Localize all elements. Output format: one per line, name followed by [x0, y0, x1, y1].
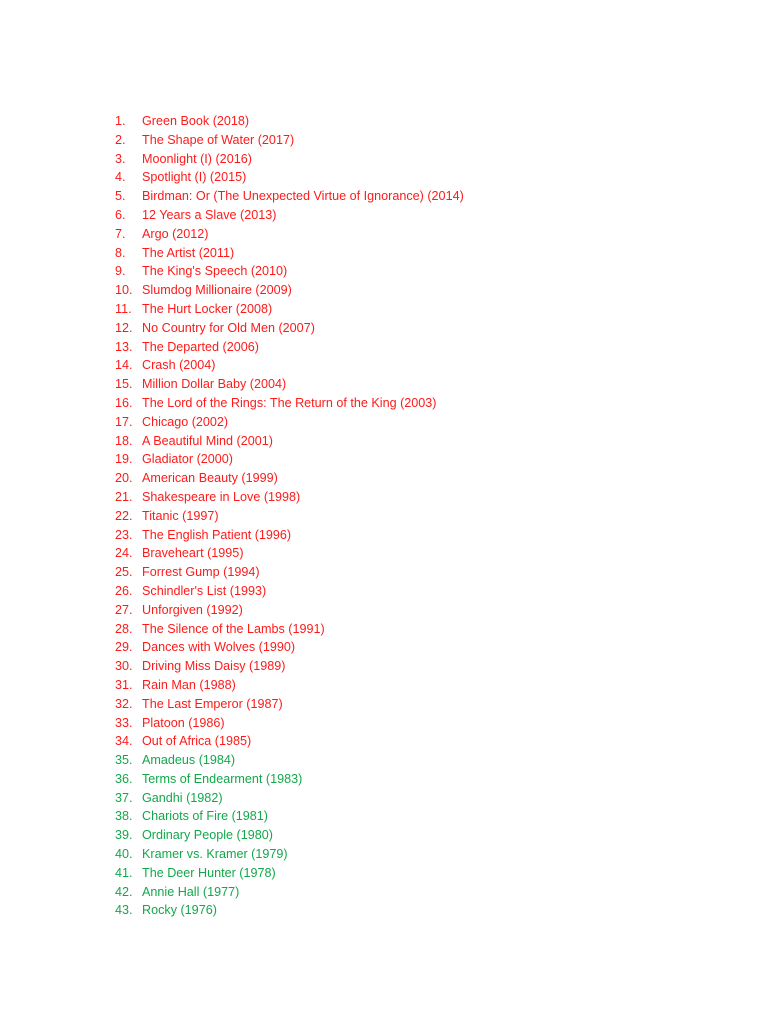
- item-title: Kramer vs. Kramer (1979): [142, 847, 288, 862]
- item-title: The Last Emperor (1987): [142, 696, 283, 711]
- list-item: [112, 469, 464, 488]
- list-item: [112, 206, 464, 225]
- item-title: Spotlight (I) (2015): [142, 170, 247, 185]
- list-item: [112, 845, 464, 864]
- list-item: [112, 526, 464, 545]
- list-item: [112, 187, 464, 206]
- item-title: Driving Miss Daisy (1989): [142, 659, 286, 674]
- item-number: 31.: [115, 677, 133, 692]
- list-item: [112, 394, 464, 413]
- list-item: [112, 751, 464, 770]
- item-number: 25.: [115, 565, 133, 580]
- item-number: 37.: [115, 790, 133, 805]
- item-number: 23.: [115, 527, 133, 542]
- item-title: Titanic (1997): [142, 508, 219, 523]
- item-number: 4.: [115, 170, 126, 185]
- list-item: [112, 826, 464, 845]
- item-number: 39.: [115, 828, 133, 843]
- item-title: Forrest Gump (1994): [142, 565, 260, 580]
- list-item: [112, 375, 464, 394]
- list-item: [112, 695, 464, 714]
- item-number: 32.: [115, 696, 133, 711]
- item-number: 18.: [115, 433, 133, 448]
- list-item: [112, 807, 464, 826]
- list-item: [112, 563, 464, 582]
- list-item: [112, 676, 464, 695]
- item-number: 24.: [115, 546, 133, 561]
- item-title: Ordinary People (1980): [142, 828, 273, 843]
- item-title: American Beauty (1999): [142, 471, 278, 486]
- list-item: [112, 789, 464, 808]
- item-title: Rocky (1976): [142, 903, 217, 918]
- item-title: Moonlight (I) (2016): [142, 151, 252, 166]
- item-title: Green Book (2018): [142, 114, 250, 128]
- list-item: [112, 638, 464, 657]
- item-title: Crash (2004): [142, 358, 216, 373]
- list-item: [112, 864, 464, 883]
- list-item: [112, 131, 464, 150]
- list-item: [112, 225, 464, 244]
- item-number: 40.: [115, 847, 133, 862]
- list-item: [112, 601, 464, 620]
- item-number: 7.: [115, 226, 126, 241]
- item-number: 3.: [115, 151, 126, 166]
- item-number: 1.: [115, 114, 126, 128]
- item-number: 38.: [115, 809, 133, 824]
- list-item: [112, 262, 464, 281]
- item-number: 26.: [115, 583, 133, 598]
- list-item: [112, 714, 464, 733]
- item-title: Dances with Wolves (1990): [142, 640, 296, 655]
- list-item: [112, 450, 464, 469]
- item-number: 22.: [115, 508, 133, 523]
- item-number: 2.: [115, 132, 126, 147]
- item-number: 27.: [115, 602, 133, 617]
- item-number: 13.: [115, 339, 133, 354]
- item-number: 15.: [115, 377, 133, 392]
- item-title: Slumdog Millionaire (2009): [142, 283, 292, 298]
- item-number: 36.: [115, 771, 133, 786]
- item-title: The Silence of the Lambs (1991): [142, 621, 325, 636]
- list-item: [112, 770, 464, 789]
- list-item: [112, 620, 464, 639]
- item-title: Platoon (1986): [142, 715, 225, 730]
- item-title: Chicago (2002): [142, 414, 229, 429]
- list-item: [112, 413, 464, 432]
- item-number: 12.: [115, 320, 133, 335]
- list-item: [112, 338, 464, 357]
- item-title: A Beautiful Mind (2001): [142, 433, 273, 448]
- item-title: Annie Hall (1977): [142, 884, 240, 899]
- item-number: 8.: [115, 245, 126, 260]
- item-number: 14.: [115, 358, 133, 373]
- item-title: Amadeus (1984): [142, 753, 236, 768]
- item-number: 10.: [115, 283, 133, 298]
- list-item: [112, 319, 464, 338]
- list-item: [112, 657, 464, 676]
- item-title: 12 Years a Slave (2013): [142, 207, 277, 222]
- item-title: Terms of Endearment (1983): [142, 771, 303, 786]
- list-item: [112, 168, 464, 187]
- list-item: [112, 901, 464, 920]
- item-number: 33.: [115, 715, 133, 730]
- item-number: 19.: [115, 452, 133, 467]
- list-item: [112, 883, 464, 902]
- item-number: 17.: [115, 414, 133, 429]
- item-title: The King's Speech (2010): [142, 264, 288, 279]
- item-title: Million Dollar Baby (2004): [142, 377, 287, 392]
- item-title: Gladiator (2000): [142, 452, 234, 467]
- item-title: Out of Africa (1985): [142, 734, 252, 749]
- item-number: 20.: [115, 471, 133, 486]
- item-title: The Departed (2006): [142, 339, 259, 354]
- item-number: 11.: [115, 301, 132, 316]
- list-item: [112, 544, 464, 563]
- item-title: Shakespeare in Love (1998): [142, 489, 301, 504]
- list-item: [112, 582, 464, 601]
- item-title: Rain Man (1988): [142, 677, 236, 692]
- item-number: 9.: [115, 264, 126, 279]
- item-title: The Shape of Water (2017): [142, 132, 295, 147]
- item-number: 43.: [115, 903, 133, 918]
- item-number: 16.: [115, 395, 133, 410]
- list-item: [112, 150, 464, 169]
- item-number: 30.: [115, 659, 133, 674]
- item-number: 6.: [115, 207, 126, 222]
- item-number: 34.: [115, 734, 133, 749]
- item-number: 29.: [115, 640, 133, 655]
- item-number: 41.: [115, 865, 133, 880]
- list-item: [112, 732, 464, 751]
- item-title: The Artist (2011): [142, 245, 235, 260]
- list-item: [112, 488, 464, 507]
- item-number: 21.: [115, 489, 133, 504]
- item-title: No Country for Old Men (2007): [142, 320, 315, 335]
- best-picture-list: [112, 112, 464, 920]
- list-item: [112, 244, 464, 263]
- item-title: Gandhi (1982): [142, 790, 223, 805]
- item-title: Schindler's List (1993): [142, 583, 267, 598]
- item-title: The English Patient (1996): [142, 527, 292, 542]
- item-number: 35.: [115, 753, 133, 768]
- list-item: [112, 281, 464, 300]
- item-title: The Lord of the Rings: The Return of the King (2003): [142, 395, 437, 410]
- item-title: The Hurt Locker (2008): [142, 301, 273, 316]
- item-title: The Deer Hunter (1978): [142, 865, 276, 880]
- item-title: Argo (2012): [142, 226, 209, 241]
- item-number: 42.: [115, 884, 133, 899]
- item-number: 5.: [115, 189, 126, 204]
- item-title: Birdman: Or (The Unexpected Virtue of Ignorance) (2014): [142, 189, 464, 204]
- item-title: Chariots of Fire (1981): [142, 809, 268, 824]
- list-item: [112, 356, 464, 375]
- item-title: Braveheart (1995): [142, 546, 244, 561]
- item-number: 28.: [115, 621, 133, 636]
- list-item: [112, 432, 464, 451]
- list-item: [112, 300, 464, 319]
- item-title: Unforgiven (1992): [142, 602, 243, 617]
- list-item: [112, 507, 464, 526]
- list-item: [112, 112, 464, 131]
